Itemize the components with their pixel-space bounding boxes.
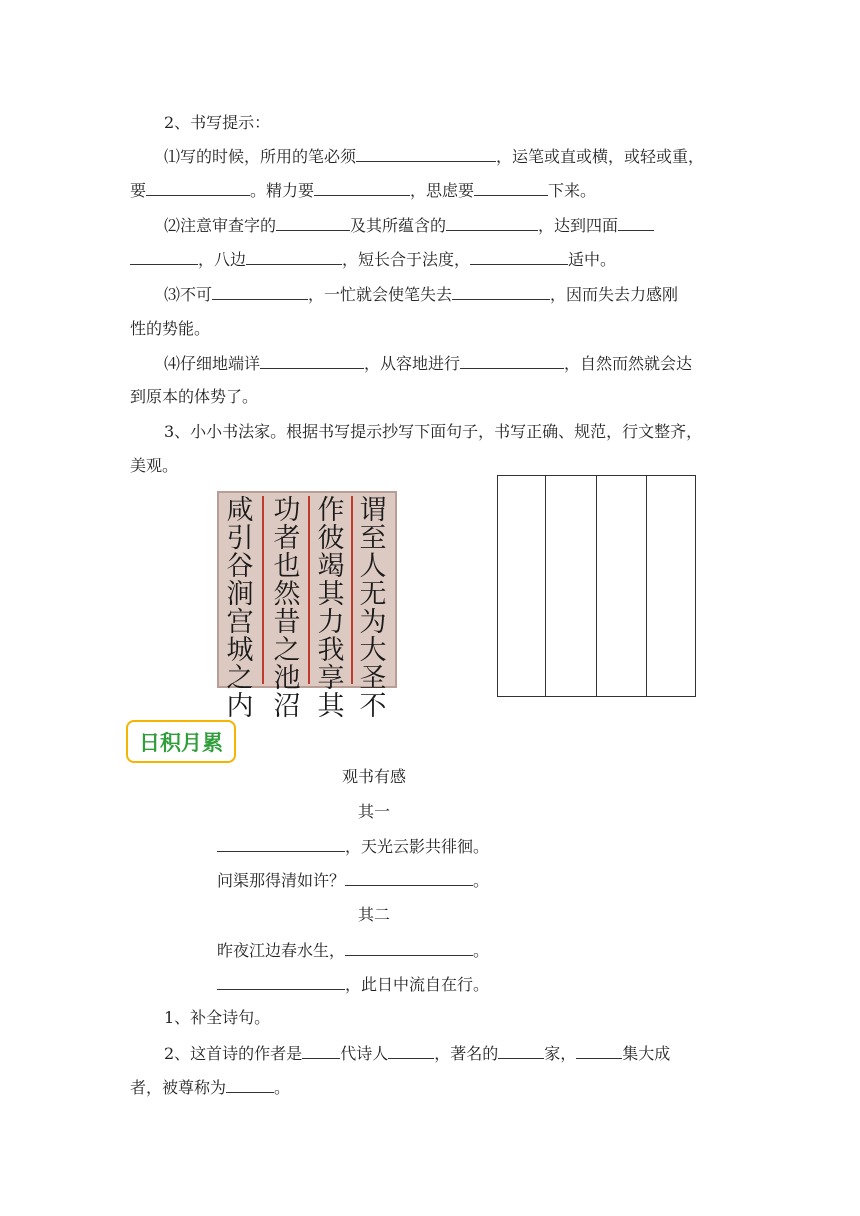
blank[interactable] bbox=[217, 835, 345, 852]
hint-4-line-1: ⑷仔细地端详 ，从容地进行 ，自然而然就会达 bbox=[164, 354, 693, 373]
blank[interactable] bbox=[260, 352, 364, 369]
blank[interactable] bbox=[302, 1042, 340, 1059]
blank[interactable] bbox=[345, 939, 473, 956]
calligraphy-column: 咸 引 谷 涧 宫 城 之 内 bbox=[226, 495, 254, 722]
poem-line-4: ，此日中流自在行。 bbox=[217, 973, 489, 996]
hint-1-line-1: ⑴写的时候，所用的笔必须 ，运笔或直或横，或轻或重， bbox=[164, 147, 705, 166]
blank[interactable] bbox=[576, 1042, 622, 1059]
blank[interactable] bbox=[470, 248, 568, 265]
section-badge: 日积月累 bbox=[126, 720, 236, 763]
blank[interactable] bbox=[212, 283, 308, 300]
poem-line-3: 昨夜江边春水生， 。 bbox=[217, 941, 490, 960]
poem-subtitle-2: 其二 bbox=[358, 905, 391, 924]
blank[interactable] bbox=[474, 179, 548, 196]
blank[interactable] bbox=[146, 179, 250, 196]
blank[interactable] bbox=[130, 248, 198, 265]
question-2-line-2: 者，被尊称为 。 bbox=[130, 1078, 291, 1097]
calligraphy-column: 谓 至 人 无 为 大 圣 不 bbox=[359, 495, 387, 722]
blank[interactable] bbox=[446, 214, 538, 231]
question-2-line-1: 2、这首诗的作者是 代诗人 ，著名的 家， 集大成 bbox=[164, 1044, 671, 1063]
blank[interactable] bbox=[276, 214, 350, 231]
calligraphy-column: 作 彼 竭 其 力 我 享 其 bbox=[317, 495, 345, 722]
section-3-title-cont: 美观。 bbox=[130, 456, 179, 475]
hint-4-line-2: 到原本的体势了。 bbox=[130, 387, 259, 406]
section-3-title: 3、小小书法家。根据书写提示抄写下面句子，书写正确、规范，行文整齐， bbox=[164, 422, 703, 441]
blank[interactable] bbox=[452, 283, 550, 300]
hint-1-line-2: 要 。精力要 ，思虑要 下来。 bbox=[130, 181, 597, 200]
blank[interactable] bbox=[388, 1042, 434, 1059]
poem-line-1: ，天光云影共徘徊。 bbox=[217, 835, 489, 858]
blank[interactable] bbox=[356, 145, 496, 162]
blank[interactable] bbox=[345, 869, 473, 886]
poem-subtitle-1: 其一 bbox=[358, 802, 391, 821]
poem-line-2: 问渠那得清如许？ 。 bbox=[217, 871, 490, 890]
hint-3-line-2: 性的势能。 bbox=[130, 319, 211, 338]
blank[interactable] bbox=[618, 214, 654, 231]
blank[interactable] bbox=[460, 352, 564, 369]
blank[interactable] bbox=[217, 973, 345, 990]
blank[interactable] bbox=[246, 248, 342, 265]
writing-grid[interactable] bbox=[497, 475, 696, 697]
blank[interactable] bbox=[314, 179, 410, 196]
blank[interactable] bbox=[498, 1042, 544, 1059]
blank[interactable] bbox=[226, 1076, 274, 1093]
hint-2-line-1: ⑵注意审查字的 及其所蕴含的 ，达到四面 bbox=[164, 214, 654, 237]
question-1: 1、补全诗句。 bbox=[164, 1008, 271, 1027]
poem-title: 观书有感 bbox=[342, 767, 407, 786]
hint-3-line-1: ⑶不可 ，一忙就会使笔失去 ，因而失去力感刚 bbox=[164, 285, 679, 304]
section-2-title: 2、书写提示： bbox=[164, 113, 271, 132]
calligraphy-sample bbox=[217, 491, 397, 722]
calligraphy-column: 功 者 也 然 昔 之 池 沼 bbox=[273, 495, 301, 722]
hint-2-line-2: ，八边 ，短长合于法度， 适中。 bbox=[130, 248, 616, 271]
